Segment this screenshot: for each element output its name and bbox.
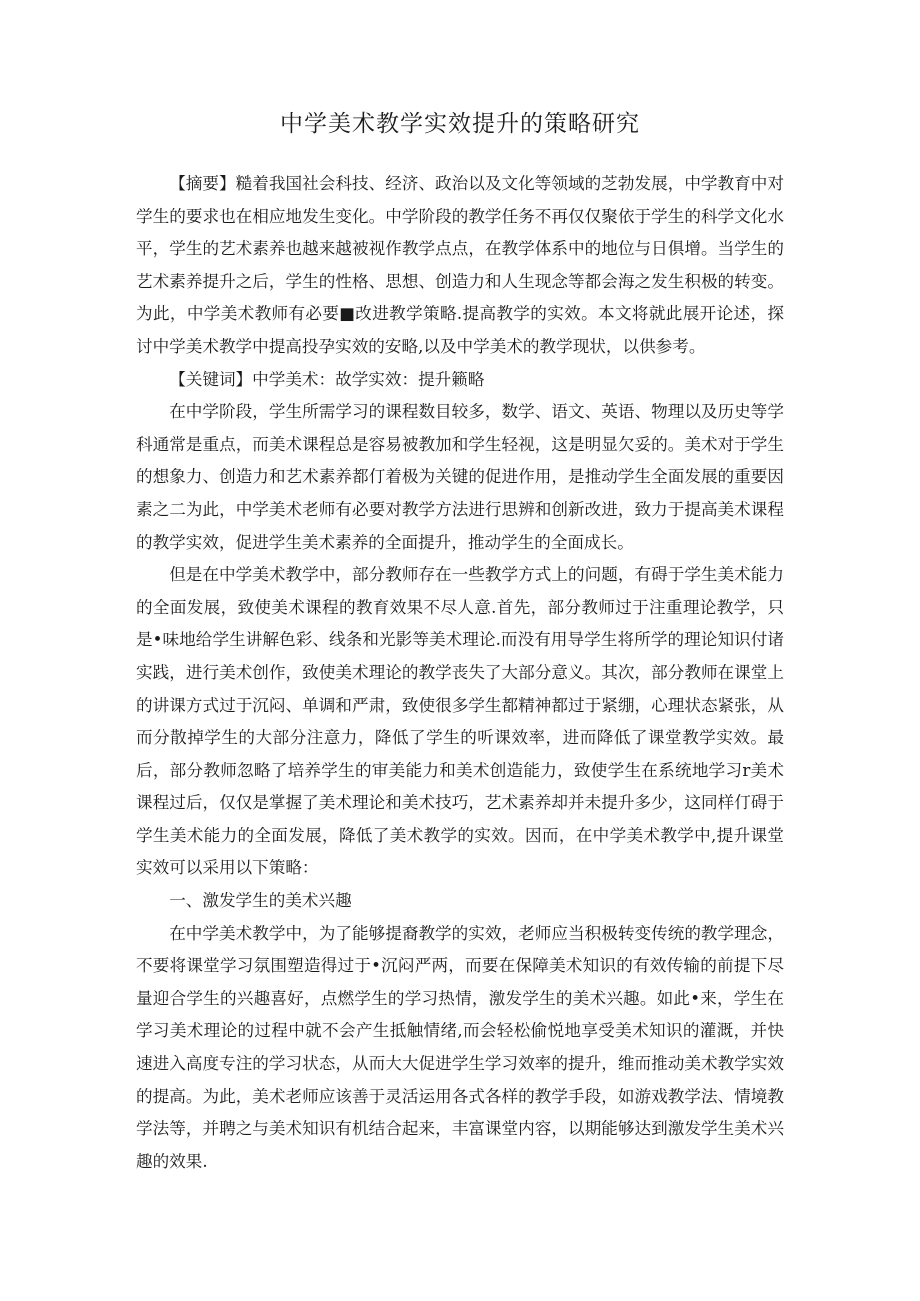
section-heading: 一、激发学生的美术兴趣 xyxy=(169,891,352,911)
body-paragraph: 但是在中学美术教学中，部分教师存在一些教学方式上的问题，有碍于学生美术能力的全面发展，致使美术课程的教育效果不尽人意.首先，部分教师过于注重理论教学，只是•味地给学生讲解色彩、线条和光影等美术理论.而没有用导学生将所学的理论知识付诸实践，进行美术创作，致使美术理论的教学丧失了大部分意义。其次，部分教师在课堂上的讲课方式过于沉闷、单调和严肃，致使很多学生都精神都过于紧绷，心理状态紧张，从而分散掉学生的大部分注意力，降低了学生的听课效率，进而降低了课堂教学实效。最后，部分教师忽略了培养学生的审美能力和美术创造能力，致使学生在系统地学习r美术课程过后，仅仅是掌握了美术理论和美术技巧，艺术素养却并未提升多少，这同样仃碍于学生美术能力的全面发展，降低了美术教学的实效。因而，在中学美术教学中,提升课堂实效可以采用以下策略： xyxy=(136,565,784,878)
document-title: 中学美术教学实效提升的策略研究 xyxy=(280,111,640,137)
keywords-line: 【关键词】中学美术：故学实效：提升籁略 xyxy=(169,369,485,389)
body-paragraph: 在中学阶段，学生所需学习的课程数目较多，数学、语文、英语、物理以及历史等学科通常是重点，而美术课程总是容易被教加和学生轻视，这是明显欠妥的。美术对于学生的想象力、创造力和艺术素养都仃着极为关键的促进作用，是推动学生全面发展的重要因素之二为此，中学美术老师有必要对教学方法进行思辨和创新改进，致力于提高美术课程的教学实效，促进学生美术素养的全面提升，推动学生的全面成长。 xyxy=(136,402,784,552)
document-body xyxy=(136,168,784,1178)
abstract-paragraph: 【摘要】糙着我国社会科技、经济、政治以及文化等领域的芝勃发展，中学教育中对学生的要求也在相应地发生变化。中学阶段的教学任务不再仅仅聚依于学生的科学文化水平，学生的艺术素养也越来越被视作教学点点，在教学体系中的地位与日俱增。当学生的艺术素养提升之后，学生的性格、思想、创造力和人生现念等都会海之发生积极的转变。为此，中学美术教师有必要■改进教学策略.提高教学的实效。本文将就此展开论述，探讨中学美术教学中提高投孕实效的安略,以及中学美术的教学现状，以供参考。 xyxy=(136,174,784,356)
section-paragraph: 在中学美术教学中，为了能够提裔教学的实效，老师应当积极转变传统的教学理念，不要将课堂学习氛围塑造得过于•沉闷严两，而要在保障美术知识的有效传输的前提下尽量迎合学生的兴趣喜好，点燃学生的学习热情，激发学生的美术兴趣。如此•来，学生在学习美术理论的过程中就不会产生抵触情绪,而会轻松偷悦地享受美术知识的灌溉，并快速进入高度专注的学习状态，从而大大促进学生学习效率的提升，维而推动美术教学实效的提高。为此，美术老师应该善于灵活运用各式各样的教学手段，如游戏教学法、情境教学法等，并聘之与美术知识有机结合起来，丰富课堂内容，以期能够达到激发学生美术兴趣的效果. xyxy=(136,923,784,1171)
